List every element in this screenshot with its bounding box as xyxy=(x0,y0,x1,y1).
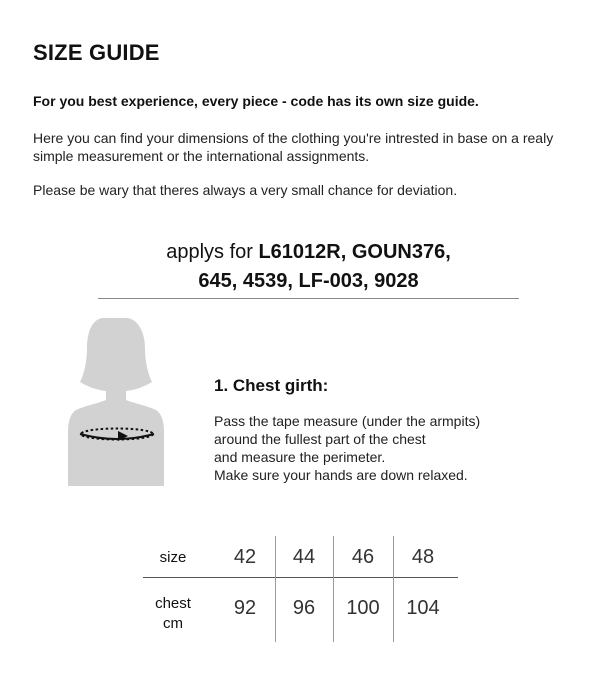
instruction-line: and measure the perimeter. xyxy=(214,449,386,465)
intro-text: Here you can find your dimensions of the clothing you're intrested in base on a realy simple measurement or the international assignments. xyxy=(33,130,554,164)
size-table xyxy=(143,536,458,644)
page-title: SIZE GUIDE xyxy=(33,40,160,65)
product-codes-1: L61012R, GOUN376, xyxy=(258,241,451,263)
chest-label: chest xyxy=(155,595,191,612)
chest-cell: 96 xyxy=(292,596,316,619)
unit-label: cm xyxy=(163,615,183,632)
applies-for-line-1 xyxy=(98,238,519,267)
instruction-line: Make sure your hands are down relaxed. xyxy=(214,467,468,483)
applies-prefix: applys for xyxy=(166,241,259,263)
section-divider xyxy=(98,298,519,299)
product-codes-2: 645, 4539, LF-003, 9028 xyxy=(198,270,419,292)
chest-cell: 92 xyxy=(233,596,257,619)
chest-cell: 100 xyxy=(346,596,380,619)
size-cell: 46 xyxy=(351,545,375,568)
instruction-line: Pass the tape measure (under the armpits) xyxy=(214,413,481,429)
intro-heading: For you best experience, every piece - code has its own size guide. xyxy=(33,93,479,109)
column-divider xyxy=(275,536,276,642)
size-cell: 48 xyxy=(411,545,435,568)
measurement-instructions xyxy=(214,412,554,484)
deviation-note: Please be wary that theres always a very small chance for deviation. xyxy=(33,182,458,198)
torso-silhouette-icon xyxy=(62,318,172,486)
applies-for-heading xyxy=(98,238,519,296)
column-divider xyxy=(333,536,334,642)
column-divider xyxy=(393,536,394,642)
measurement-title: 1. Chest girth: xyxy=(214,376,329,395)
size-header-label: size xyxy=(159,548,187,566)
size-cell: 44 xyxy=(292,545,316,568)
size-cell: 42 xyxy=(233,545,257,568)
instruction-line: around the fullest part of the chest xyxy=(214,431,426,447)
chest-row-label xyxy=(143,590,203,638)
table-header-divider xyxy=(143,577,458,578)
chest-cell: 104 xyxy=(406,596,440,619)
